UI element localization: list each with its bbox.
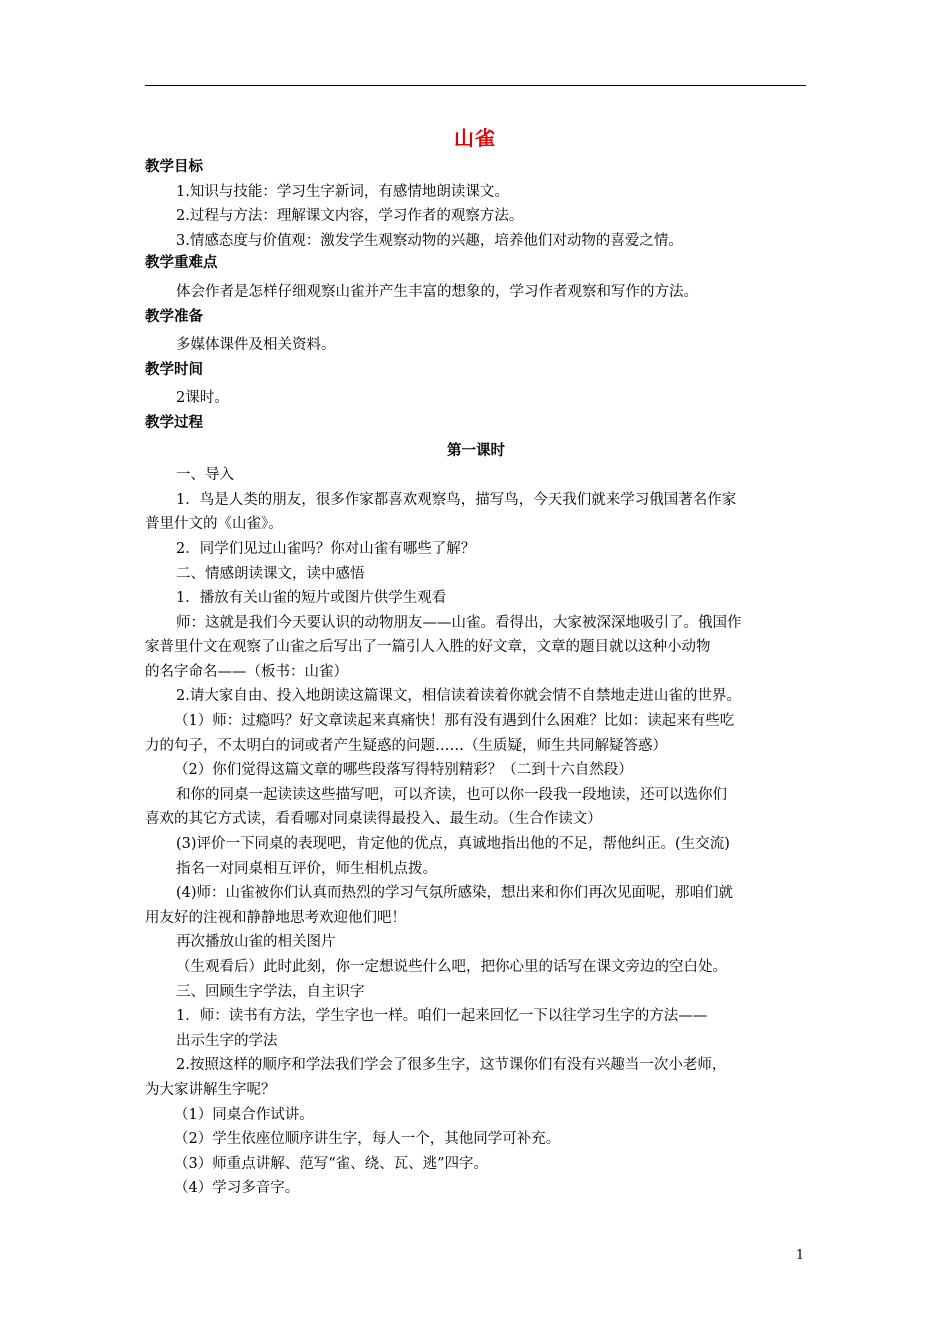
keypoints-text: 体会作者是怎样仔细观察山雀并产生丰富的想象的，学习作者观察和写作的方法。	[176, 283, 698, 300]
body-line: （3）师重点讲解、范写“雀、绕、瓦、逃”四字。	[174, 1155, 489, 1172]
header-rule	[145, 85, 806, 86]
body-line: 二、情感朗读课文，读中感悟	[176, 565, 365, 582]
preparation-text: 多媒体课件及相关资料。	[176, 337, 336, 354]
body-line: （1）同桌合作试讲。	[174, 1106, 314, 1123]
page-number: 1	[795, 1248, 805, 1263]
body-line: 和你的同桌一起读读这些描写吧，可以齐读，也可以你一段我一段地读，还可以选你们	[176, 786, 727, 803]
body-line: 1．师：读书有方法，学生字也一样。咱们一起来回忆一下以往学习生字的方法——	[176, 1008, 708, 1025]
body-line: 2.请大家自由、投入地朗读这篇课文，相信读着读着你就会情不自禁地走进山雀的世界。	[176, 688, 741, 705]
objective-item: 3.情感态度与价值观：激发学生观察动物的兴趣，培养他们对动物的喜爱之情。	[176, 232, 683, 249]
time-text: 2课时。	[176, 390, 229, 407]
section-heading-objectives: 教学目标	[145, 158, 203, 175]
lesson-heading: 第一课时	[447, 441, 505, 459]
section-heading-keypoints: 教学重难点	[145, 254, 218, 272]
body-line: 为大家讲解生字呢？	[145, 1081, 276, 1098]
section-heading-preparation: 教学准备	[145, 307, 203, 325]
body-line: 家普里什文在观察了山雀之后写出了一篇引人入胜的好文章，文章的题目就以这种小动物	[145, 639, 711, 656]
body-line: （2）你们觉得这篇文章的哪些段落写得特别精彩？（二到十六自然段）	[174, 762, 633, 779]
section-heading-time: 教学时间	[145, 360, 203, 378]
body-line: 普里什文的《山雀》。	[145, 516, 283, 533]
body-line: 1．鸟是人类的朋友，很多作家都喜欢观察鸟，描写鸟，今天我们就来学习俄国著名作家	[176, 491, 737, 508]
body-line: 三、回顾生字学法，自主识字	[176, 983, 365, 1000]
body-line: 的名字命名——（板书：山雀）	[145, 663, 348, 680]
body-line: 喜欢的其它方式读，看看哪对同桌读得最投入、最生动。（生合作读文）	[145, 811, 602, 828]
body-line: 师：这就是我们今天要认识的动物朋友——山雀。看得出，大家被深深地吸引了。俄国作	[176, 614, 742, 631]
body-line: 用友好的注视和静静地思考欢迎他们吧！	[145, 909, 406, 926]
body-line: （生观看后）此时此刻，你一定想说些什么吧，把你心里的话写在课文旁边的空白处。	[176, 959, 727, 975]
document-body	[145, 155, 807, 1201]
body-line: 再次播放山雀的相关图片	[176, 934, 336, 951]
body-line: 一、导入	[176, 467, 234, 484]
body-line: 出示生字的学法	[176, 1032, 278, 1049]
objective-item: 1.知识与技能：学习生字新词，有感情地朗读课文。	[176, 183, 509, 200]
objective-item: 2.过程与方法：理解课文内容，学习作者的观察方法。	[176, 208, 524, 225]
section-heading-process: 教学过程	[145, 413, 203, 431]
body-line: 1．播放有关山雀的短片或图片供学生观看	[176, 590, 447, 607]
body-line: （2）学生依座位顺序讲生字，每人一个，其他同学可补充。	[174, 1131, 561, 1148]
body-line: （1）师：过瘾吗？好文章读起来真痛快！那有没有遇到什么困难？比如：读起来有些吃	[174, 713, 735, 730]
body-line: （4）学习多音字。	[174, 1180, 300, 1197]
body-line: 力的句子，不太明白的词或者产生疑惑的问题……（生质疑，师生共同解疑答惑）	[145, 737, 667, 754]
body-line: (4)师：山雀被你们认真而热烈的学习气氛所感染，想出来和你们再次见面呢，那咱们就	[176, 885, 734, 902]
body-line: 2.按照这样的顺序和学法我们学会了很多生字，这节课你们有没有兴趣当一次小老师，	[176, 1057, 727, 1074]
body-line: 指名一对同桌相互评价，师生相机点拨。	[176, 860, 437, 877]
document-title: 山雀	[454, 126, 496, 150]
body-line: 2．同学们见过山雀吗？你对山雀有哪些了解？	[176, 540, 476, 557]
body-line: (3)评价一下同桌的表现吧，肯定他的优点，真诚地指出他的不足，帮他纠正。(生交流)	[176, 836, 730, 853]
